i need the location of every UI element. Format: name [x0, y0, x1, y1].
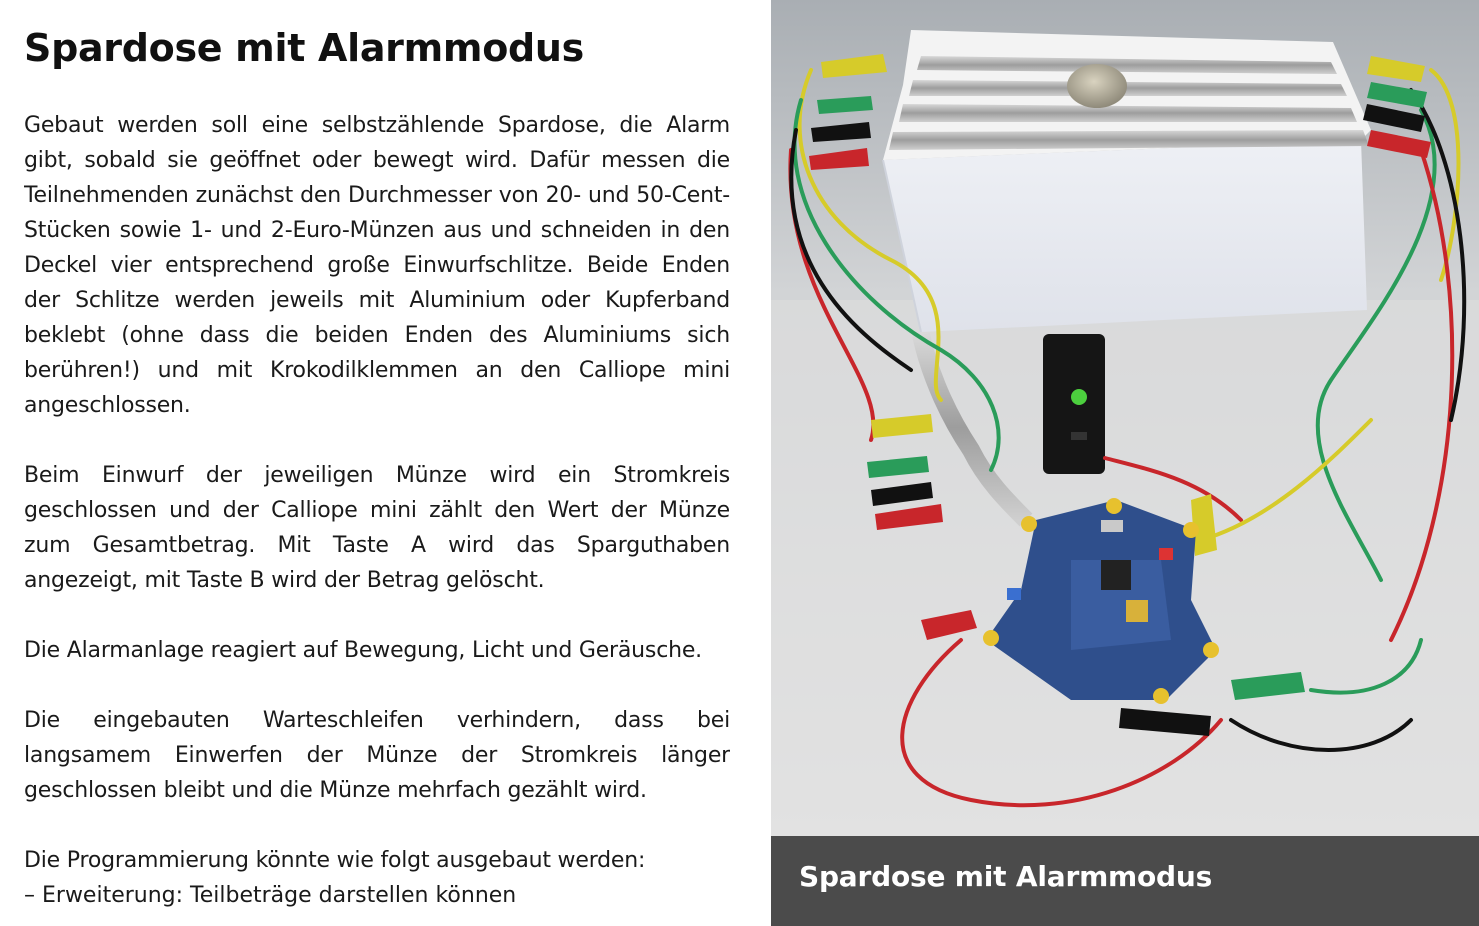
- list-item-cut-off: – Erweiterung: Teilbeträge darstellen können: [24, 883, 517, 908]
- page-title: Spardose mit Alarmmodus: [24, 26, 584, 70]
- figure: [771, 0, 1479, 926]
- battery-pack: [1043, 334, 1105, 474]
- caption-bar: [771, 836, 1479, 926]
- article-text-column: [24, 0, 730, 926]
- paragraph-alarm: Die Alarmanlage reagiert auf Bewegung, Licht und Geräusche.: [24, 638, 702, 663]
- paragraph-programming: Die Programmierung könnte wie folgt ausgebaut werden:: [24, 848, 646, 873]
- paragraph-intro: Gebaut werden soll eine selbstzählende Spardose, die Alarm gibt, sobald sie geöffnet oder bewegt wird. Dafür messen die Teilnehmenden zunächst den Durchmesser von 20- und 50-Cent-Stücken sowie 1- und 2-Euro-Münzen aus und schneiden in den Deckel vier entsprechend große Einwurfschlitze. Beide Enden der Schlitze werden jeweils mit Aluminium oder Kupferband beklebt (ohne dass die beiden Enden des Aluminiums sich berühren!) und mit Krokodilklemmen an den Calliope mini angeschlossen.: [24, 113, 730, 418]
- photo-coin-box-with-calliope: [771, 0, 1479, 836]
- paragraph-coin-counting: Beim Einwurf der jeweiligen Münze wird ein Stromkreis geschlossen und der Calliope mini zählt den Wert der Münze zum Gesamtbetrag. Mit Taste A wird das Sparguthaben angezeigt, mit Taste B wird der Betrag gelöscht.: [24, 463, 730, 593]
- coin: [1067, 64, 1127, 108]
- paragraph-wait-loops: Die eingebauten Warteschleifen verhindern, dass bei langsamem Einwerfen der Münze der Stromkreis länger geschlossen bleibt und die Münze mehrfach gezählt wird.: [24, 708, 730, 803]
- article-body: [24, 108, 730, 913]
- figure-caption: Spardose mit Alarmmodus: [799, 860, 1213, 893]
